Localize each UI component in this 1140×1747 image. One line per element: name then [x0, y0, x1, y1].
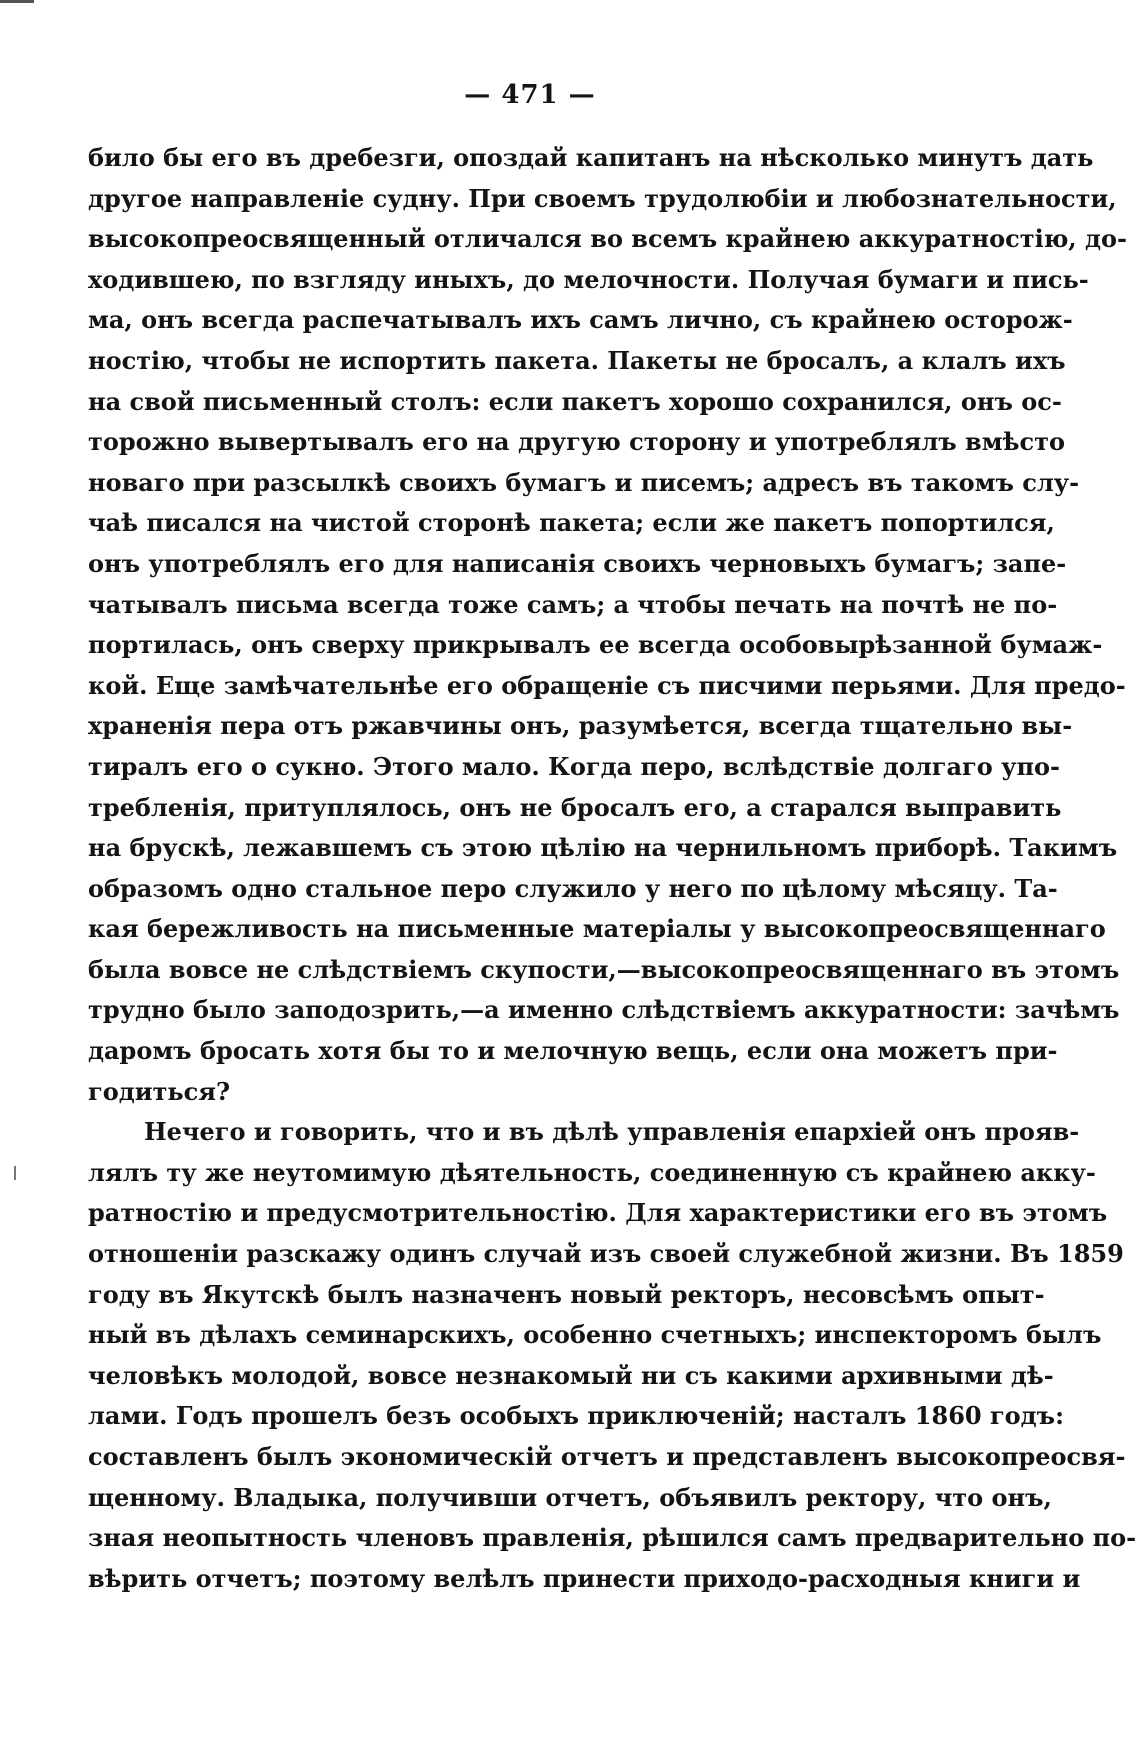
- text-line: высокопреосвященный отличался во всемъ крайнею аккуратностію, до-: [88, 224, 1127, 254]
- text-line: щенному. Владыка, получивши отчетъ, объявилъ ректору, что онъ,: [88, 1482, 1052, 1512]
- text-line: на брускѣ, лежавшемъ съ этою цѣлію на чернильномъ приборѣ. Такимъ: [88, 833, 1118, 863]
- text-line: вѣрить отчетъ; поэтому велѣлъ принести приходо-расходныя книги и: [88, 1563, 1081, 1593]
- text-line: требленія, притуплялось, онъ не бросалъ его, а старался выправить: [88, 792, 1062, 822]
- text-line: ратностію и предусмотрительностію. Для характеристики его въ этомъ: [88, 1198, 1108, 1228]
- text-line: чаѣ писался на чистой сторонѣ пакета; если же пакетъ попортился,: [88, 508, 1055, 538]
- text-line: составленъ былъ экономическій отчетъ и представленъ высокопреосвя-: [88, 1442, 1126, 1471]
- text-line: отношеніи разскажу одинъ случай изъ своей служебной жизни. Въ 1859: [88, 1239, 1124, 1269]
- text-line: храненія пера отъ ржавчины онъ, разумѣется, всегда тщательно вы-: [88, 711, 1073, 741]
- text-line: тиралъ его о сукно. Этого мало. Когда перо, вслѣдствіе долгаго упо-: [88, 751, 1060, 781]
- text-line: ма, онъ всегда распечатывалъ ихъ самъ лично, съ крайнею осторож-: [88, 305, 1073, 335]
- page-number: — 471 —: [464, 80, 596, 110]
- text-line: зная неопытность членовъ правленія, рѣшился самъ предварительно по-: [88, 1523, 1137, 1553]
- text-line: било бы его въ дребезги, опоздай капитанъ на нѣсколько минутъ дать: [88, 143, 1094, 172]
- body-text: [88, 138, 1137, 1599]
- text-line: образомъ одно стальное перо служило у него по цѣлому мѣсяцу. Та-: [88, 873, 1058, 903]
- text-line: чатывалъ письма всегда тоже самъ; а чтобы печать на почтѣ не по-: [88, 589, 1058, 619]
- text-line: ходившею, по взгляду иныхъ, до мелочности. Получая бумаги и пись-: [88, 264, 1089, 294]
- text-line: другое направленіе судну. При своемъ трудолюбіи и любознательности,: [88, 183, 1117, 213]
- text-line: ностію, чтобы не испортить пакета. Пакеты не бросалъ, а клалъ ихъ: [88, 345, 1066, 375]
- stray-mark: [14, 1166, 16, 1180]
- text-line: портилась, онъ сверху прикрывалъ ее всегда особовырѣзанной бумаж-: [88, 630, 1103, 660]
- corner-mark: [0, 0, 34, 3]
- text-line: онъ употреблялъ его для написанія своихъ черновыхъ бумагъ; запе-: [88, 548, 1067, 578]
- text-line: на свой письменный столъ: если пакетъ хорошо сохранился, онъ ос-: [88, 386, 1062, 416]
- text-line: трудно было заподозрить,—а именно слѣдствіемъ аккуратности: зачѣмъ: [88, 995, 1120, 1025]
- text-line: новаго при разсылкѣ своихъ бумагъ и писемъ; адресъ въ такомъ слу-: [88, 467, 1080, 497]
- text-line: лами. Годъ прошелъ безъ особыхъ приключеній; насталъ 1860 годъ:: [88, 1401, 1064, 1431]
- text-line: лялъ ту же неутомимую дѣятельность, соединенную съ крайнею акку-: [88, 1157, 1096, 1187]
- text-line: даромъ бросать хотя бы то и мелочную вещь, если она можетъ при-: [88, 1036, 1058, 1066]
- text-line: кая бережливость на письменные матеріалы у высокопреосвященнаго: [88, 914, 1106, 944]
- text-line: ный въ дѣлахъ семинарскихъ, особенно счетныхъ; инспекторомъ былъ: [88, 1320, 1102, 1350]
- paragraph-first-line: Нечего и говорить, что и въ дѣлѣ управленія епархіей онъ прояв-: [144, 1117, 1080, 1147]
- text-line: годиться?: [88, 1076, 231, 1106]
- text-line: кой. Еще замѣчательнѣе его обращеніе съ писчими перьями. Для предо-: [88, 670, 1126, 700]
- text-line: году въ Якутскѣ былъ назначенъ новый ректоръ, несовсѣмъ опыт-: [88, 1279, 1045, 1309]
- text-line: была вовсе не слѣдствіемъ скупости,—высокопреосвященнаго въ этомъ: [88, 954, 1120, 984]
- text-line: человѣкъ молодой, вовсе незнакомый ни съ какими архивными дѣ-: [88, 1360, 1054, 1390]
- text-line: торожно вывертывалъ его на другую сторону и употреблялъ вмѣсто: [88, 427, 1065, 457]
